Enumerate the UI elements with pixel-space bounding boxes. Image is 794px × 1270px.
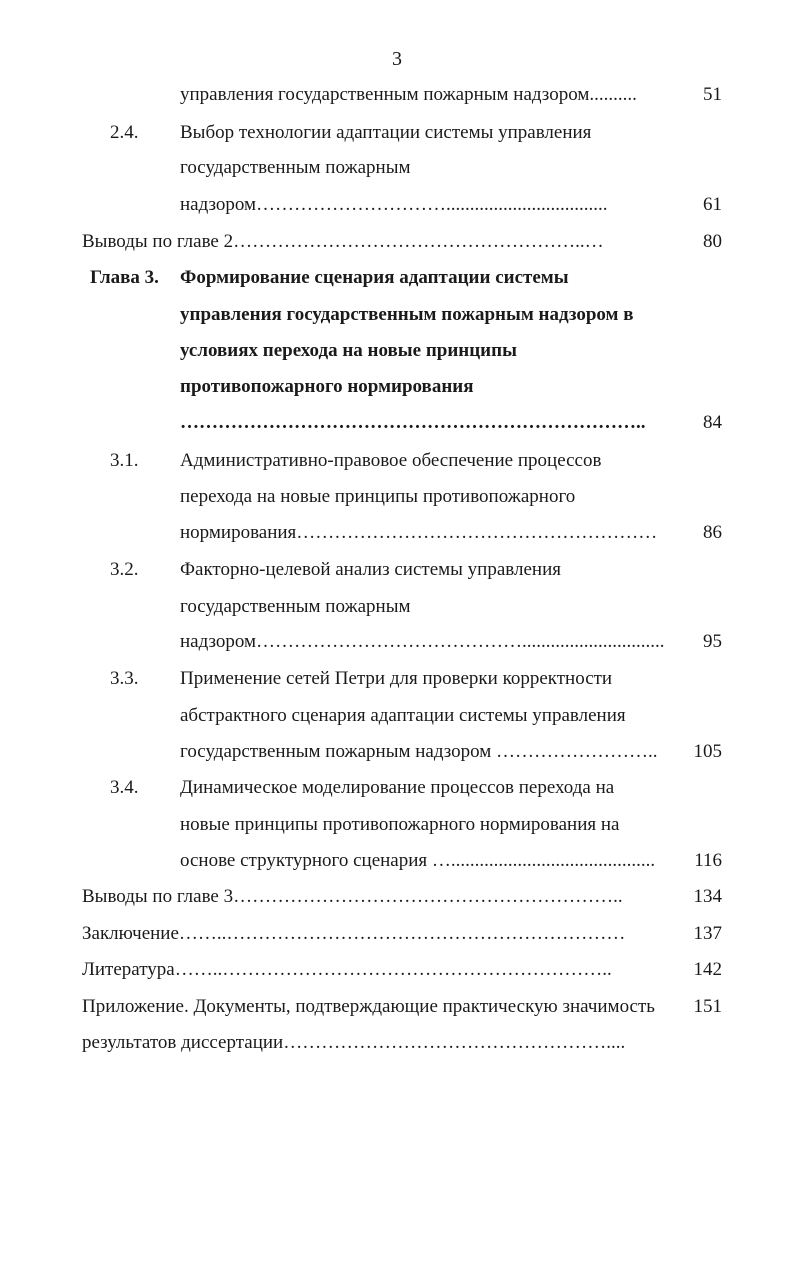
toc-text: Выводы по главе 2………………………………………………..… bbox=[82, 231, 604, 252]
toc-text: перехода на новые принципы противопожарного bbox=[180, 486, 576, 507]
chapter-number: Глава 3. bbox=[90, 267, 159, 288]
toc-leader: ……………………………………………………………….. bbox=[180, 412, 646, 433]
toc-text: Динамическое моделирование процессов перехода на bbox=[180, 777, 615, 798]
toc-number: 3.4. bbox=[110, 777, 139, 798]
toc-page: 134 bbox=[693, 886, 722, 907]
chapter-title: противопожарного нормирования bbox=[180, 376, 474, 397]
toc-text: новые принципы противопожарного нормирования на bbox=[180, 814, 620, 835]
toc-text: государственным пожарным надзором …………………….. bbox=[180, 741, 658, 762]
chapter-title: управления государственным пожарным надзором в bbox=[180, 304, 634, 325]
toc-page: 80 bbox=[703, 231, 722, 252]
toc-text: Факторно-целевой анализ системы управления bbox=[180, 559, 561, 580]
page-number: 3 bbox=[392, 48, 402, 70]
toc-page: 105 bbox=[693, 741, 722, 762]
toc-page: 84 bbox=[703, 412, 722, 433]
toc-page: 142 bbox=[693, 959, 722, 980]
toc-text: Выбор технологии адаптации системы управления bbox=[180, 122, 592, 143]
toc-text: Применение сетей Петри для проверки корректности bbox=[180, 668, 613, 689]
toc-text: Приложение. Документы, подтверждающие практическую значимость bbox=[82, 996, 655, 1017]
toc-number: 3.1. bbox=[110, 450, 139, 471]
toc-text: надзором…………………………………….............................. bbox=[180, 631, 665, 652]
chapter-title: условиях перехода на новые принципы bbox=[180, 340, 517, 361]
toc-page: 151 bbox=[693, 996, 722, 1017]
toc-page: 61 bbox=[703, 194, 722, 215]
toc-page: 116 bbox=[694, 850, 722, 871]
toc-text: государственным пожарным bbox=[180, 596, 411, 617]
toc-text: Литература……..…………………………………………………….. bbox=[82, 959, 612, 980]
toc-page: 95 bbox=[703, 631, 722, 652]
toc-page: 51 bbox=[703, 84, 722, 105]
toc-text: Заключение……..……………………………………………………… bbox=[82, 923, 626, 944]
toc-page: 86 bbox=[703, 522, 722, 543]
chapter-title: Формирование сценария адаптации системы bbox=[180, 267, 569, 288]
toc-number: 3.3. bbox=[110, 668, 139, 689]
toc-number: 2.4. bbox=[110, 122, 139, 143]
toc-text: Выводы по главе 3…………………………………………………….. bbox=[82, 886, 623, 907]
toc-page: 137 bbox=[693, 923, 722, 944]
toc-text: основе структурного сценария …........................................... bbox=[180, 850, 656, 871]
toc-text: нормирования………………………………………………… bbox=[180, 522, 658, 543]
toc-text: надзором………………………….................................. bbox=[180, 194, 608, 215]
toc-text: управления государственным пожарным надзором.......... bbox=[180, 84, 637, 105]
toc-number: 3.2. bbox=[110, 559, 139, 580]
toc-text: Административно-правовое обеспечение процессов bbox=[180, 450, 602, 471]
toc-text: государственным пожарным bbox=[180, 157, 411, 178]
toc-text: абстрактного сценария адаптации системы управления bbox=[180, 705, 626, 726]
toc-text: результатов диссертации…………………………………………….... bbox=[82, 1032, 626, 1053]
